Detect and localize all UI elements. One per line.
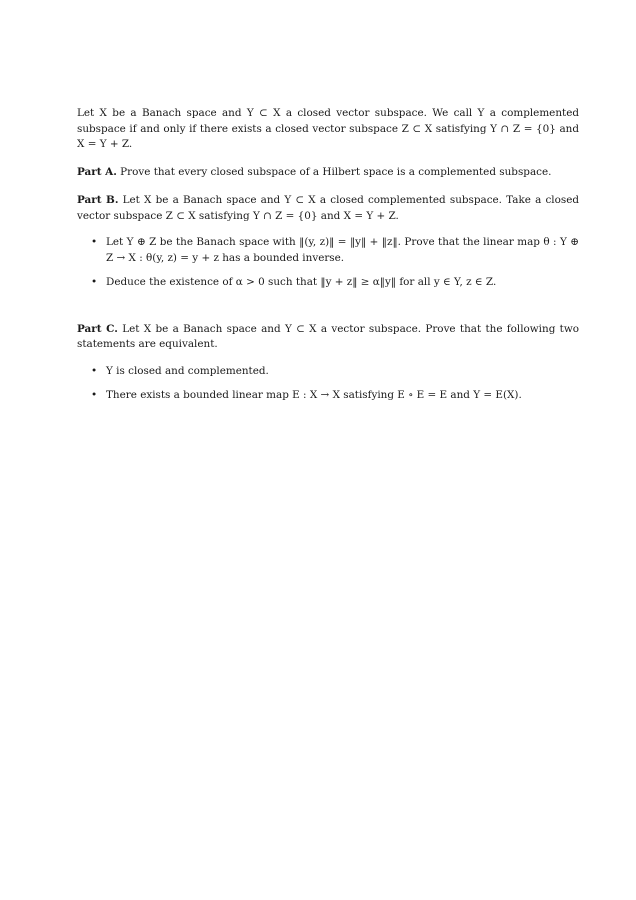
list-item [91,364,579,380]
part-a-label: Part A. [77,165,117,178]
part-b-bullet-list [77,235,579,291]
document-body [77,106,579,413]
list-item [91,275,579,291]
bullet-icon: • [91,364,98,377]
part-c-bullet-2: There exists a bounded linear map E : X → X satisfying E ∘ E = E and Y = E(X). [106,389,522,401]
part-a-text: Prove that every closed subspace of a Hilbert space is a complemented subspace. [120,165,552,178]
list-item [91,388,579,404]
part-c-bullet-1: Y is closed and complemented. [106,364,269,377]
part-c-label: Part C. [77,322,118,335]
bullet-icon: • [91,389,98,401]
part-b-bullet-1: Let Y ⊕ Z be the Banach space with ‖(y, z)‖ = ‖y‖ + ‖z‖. Prove that the linear map θ : Y ⊕ Z → X : θ(y, z) = y + z has a bounded inverse. [106,236,579,264]
part-c-bullet-list [77,364,579,404]
part-b-text: Let X be a Banach space and Y ⊂ X a closed complemented subspace. Take a closed vector subspace Z ⊂ X satisfying Y ∩ Z = {0} and X = Y + Z. [77,194,580,222]
part-b-label: Part B. [77,194,119,206]
bullet-icon: • [91,276,98,288]
part-c-text: Let X be a Banach space and Y ⊂ X a vector subspace. Prove that the following two statements are equivalent. [77,322,579,350]
intro-text: Let X be a Banach space and Y ⊂ X a closed vector subspace. We call Y a complemented subspace if and only if there exists a closed vector subspace Z ⊂ X satisfying Y ∩ Z = {0} and X = Y + Z. [77,107,579,150]
part-b-bullet-2: Deduce the existence of α > 0 such that ‖y + z‖ ≥ α‖y‖ for all y ∈ Y, z ∈ Z. [106,276,497,288]
bullet-icon: • [91,236,98,248]
intro-paragraph [77,106,579,153]
part-c-paragraph [77,322,579,353]
part-a-paragraph [77,165,579,181]
part-b-paragraph [77,193,579,224]
list-item [91,235,579,266]
